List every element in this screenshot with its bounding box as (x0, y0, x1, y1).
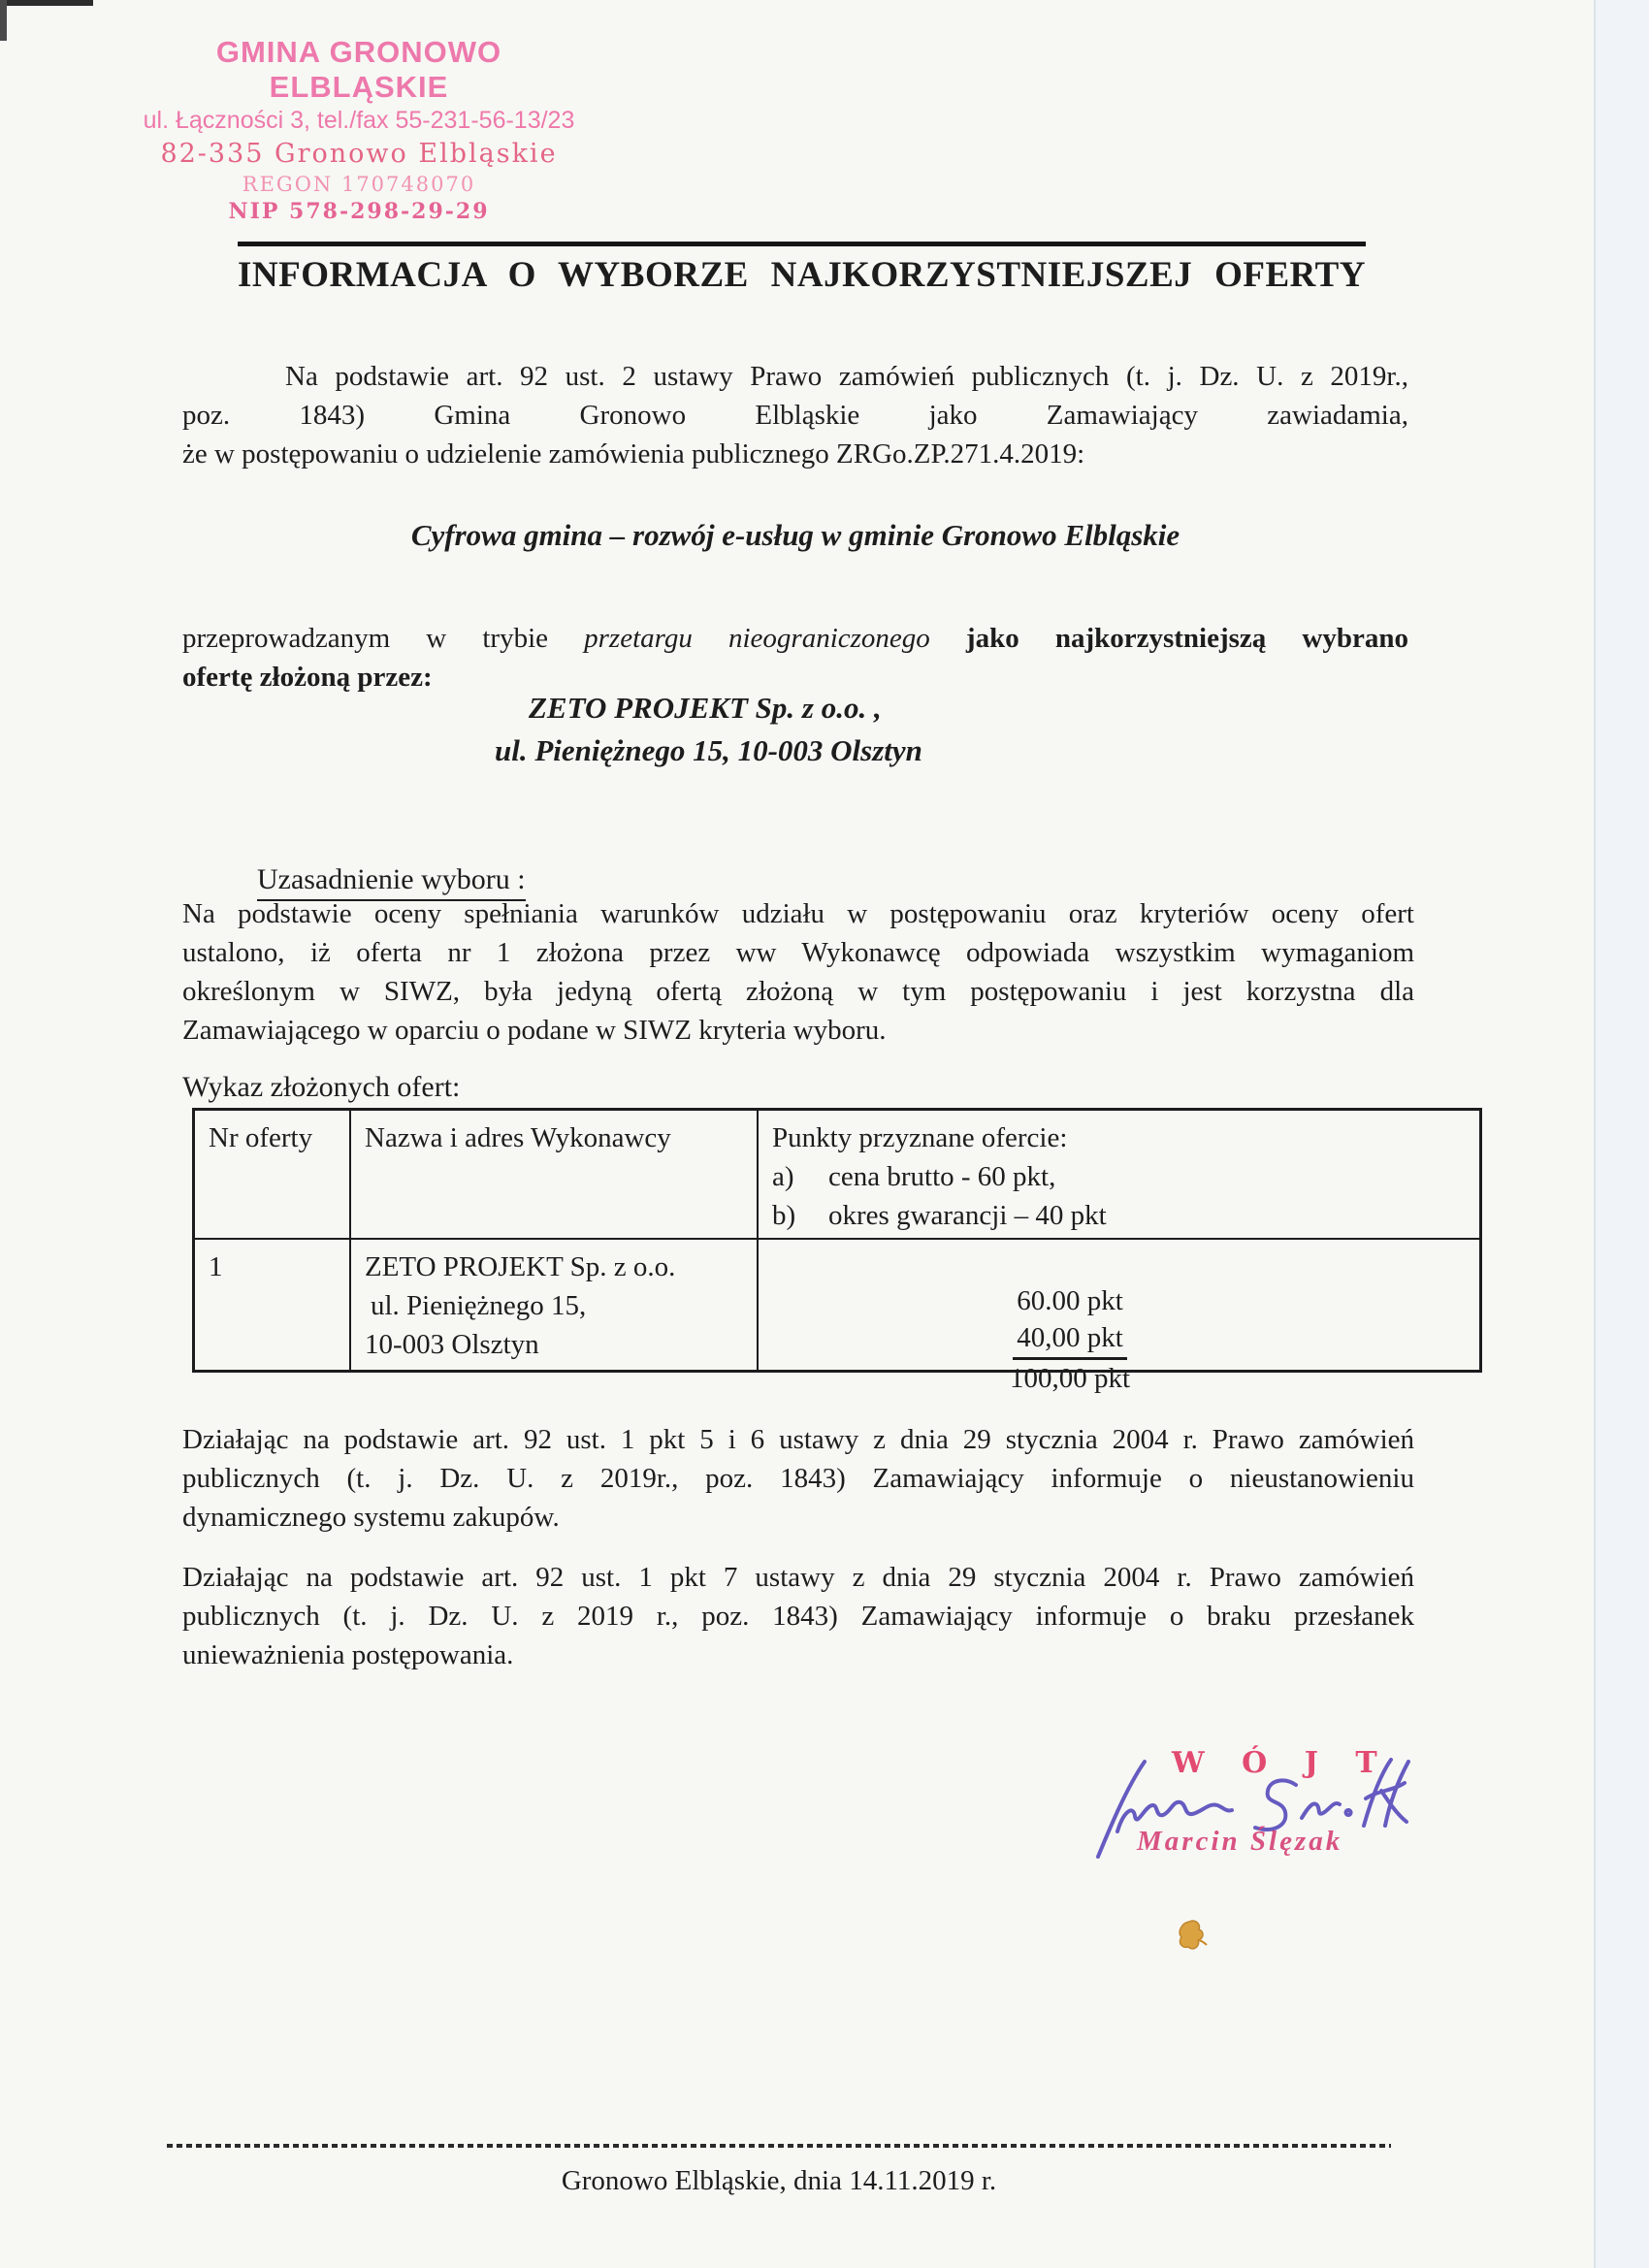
selection-paragraph (182, 619, 1408, 697)
dynamic-system-paragraph (182, 1420, 1414, 1537)
title-rule (238, 242, 1366, 246)
intro-line-2: poz. 1843) Gmina Gronowo Elbląskie jako Zamawiający zawiadamia, (182, 400, 1408, 431)
annulment-paragraph (182, 1558, 1414, 1674)
header-contractor-label: Nazwa i adres Wykonawcy (365, 1122, 671, 1153)
offers-table-header-contractor (351, 1111, 759, 1240)
intro-line-1: Na podstawie art. 92 ust. 2 ustawy Prawo zamówień publicznych (t. j. Dz. U. z 2019r., (285, 361, 1408, 392)
offer-row-points-cell (759, 1240, 1479, 1394)
header-nr-label: Nr oferty (209, 1122, 313, 1153)
footer-dateline: Gronowo Elbląskie, dnia 14.11.2019 r. (561, 2165, 997, 2196)
dynamic-line-3: dynamicznego systemu zakupów. (182, 1502, 560, 1533)
selection-line-2: ofertę złożoną przez: (182, 662, 433, 693)
winner-company-name: ZETO PROJEKT Sp. z o.o. , (529, 691, 882, 725)
offer-row-contractor-cell (351, 1240, 759, 1372)
justification-line-3: określonym w SIWZ, była jedyną ofertą złożoną w tym postępowaniu i jest korzystna dla (182, 976, 1414, 1007)
criterion-a-label: a) (772, 1161, 794, 1192)
annulment-line-3: unieważnienia postępowania. (182, 1639, 514, 1670)
offers-table-header-nr (195, 1111, 351, 1240)
mayor-title-stamp: W Ó J T (1172, 1746, 1391, 1780)
criterion-b (772, 1196, 1466, 1235)
justification-line-4: Zamawiającego w oparciu o podane w SIWZ kryteria wyboru. (182, 1015, 887, 1046)
procurement-subject: Cyfrowa gmina – rozwój e-usług w gminie Gronowo Elbląskie (410, 518, 1180, 552)
offer-number: 1 (209, 1251, 223, 1282)
offer-points-box (949, 1282, 1191, 1397)
footer-dashed-rule (167, 2144, 1391, 2148)
criterion-a-text: cena brutto - 60 pkt, (828, 1161, 1056, 1192)
dynamic-line-2: publicznych (t. j. Dz. U. z 2019r., poz. 1843) Zamawiający informuje o nieustanowieniu (182, 1463, 1414, 1494)
municipality-stamp (136, 35, 582, 224)
selection-segment-procedure: przetargu nieograniczonego (584, 623, 930, 654)
stamp-postal-city: 82-335 Gronowo Elbląskie (160, 139, 558, 169)
mayor-name-stamp: Marcin Ślęzak (1137, 1826, 1343, 1857)
offers-table-header-points (759, 1111, 1479, 1240)
offer-points-warranty: 40,00 pkt (1013, 1319, 1127, 1360)
criterion-b-text: okres gwarancji – 40 pkt (828, 1200, 1107, 1231)
stamp-nip: NIP 578-298-29-29 (228, 199, 490, 224)
stamp-address-phone: ul. Łączności 3, tel./fax 55-231-56-13/23 (143, 107, 575, 134)
dynamic-line-1: Działając na podstawie art. 92 ust. 1 pkt 5 i 6 ustawy z dnia 29 stycznia 2004 r. Prawo zamówień (182, 1424, 1414, 1455)
scan-background-strip (1594, 0, 1649, 2268)
offer-points-warranty-line (949, 1319, 1191, 1360)
offer-points-price: 60.00 pkt (1017, 1285, 1123, 1316)
justification-line-2: ustalono, iż oferta nr 1 złożona przez ww Wykonawcę odpowiada wszystkim wymaganiom (182, 937, 1414, 968)
offer-points-total: 100,00 pkt (1009, 1363, 1131, 1394)
annulment-line-1: Działając na podstawie art. 92 ust. 1 pkt 7 ustawy z dnia 29 stycznia 2004 r. Prawo zamówień (182, 1562, 1414, 1593)
ink-splotch (1176, 1919, 1209, 1958)
justification-line-1: Na podstawie oceny spełniania warunków udziału w postępowaniu oraz kryteriów oceny ofert (182, 898, 1414, 929)
selection-line-1 (182, 619, 1408, 658)
offers-table (192, 1108, 1482, 1394)
scan-edge-artifact-top (0, 0, 93, 6)
offer-contractor-city: 10-003 Olsztyn (365, 1329, 539, 1360)
offer-contractor-name: ZETO PROJEKT Sp. z o.o. (365, 1251, 676, 1282)
criterion-b-label: b) (772, 1200, 796, 1231)
annulment-line-2: publicznych (t. j. Dz. U. z 2019 r., poz. 1843) Zamawiający informuje o braku przesłanek (182, 1601, 1414, 1632)
offer-row-number-cell (195, 1240, 351, 1372)
justification-paragraph (182, 894, 1414, 1050)
winner-company-address: ul. Pieniężnego 15, 10-003 Olsztyn (495, 733, 922, 767)
stamp-regon: REGON 170748070 (242, 173, 476, 196)
document-title: INFORMACJA O WYBORZE NAJKORZYSTNIEJSZEJ OFERTY (238, 255, 1366, 295)
offers-list-label: Wykaz złożonych ofert: (182, 1071, 461, 1103)
scan-edge-artifact-side (0, 0, 7, 41)
stamp-municipality-name: GMINA GRONOWO ELBLĄSKIE (215, 35, 502, 104)
justification-heading: Uzasadnienie wyboru : (257, 863, 526, 901)
intro-paragraph (182, 357, 1408, 473)
offer-contractor-street: ul. Pieniężnego 15, (371, 1290, 587, 1321)
header-points-title: Punkty przyznane ofercie: (772, 1122, 1068, 1153)
selection-segment-chosen: jako najkorzystniejszą wybrano (929, 623, 1408, 654)
criterion-a (772, 1157, 1466, 1196)
intro-line-3: że w postępowaniu o udzielenie zamówienia publicznego ZRGo.ZP.271.4.2019: (182, 438, 1085, 470)
selection-segment-normal: przeprowadzanym w trybie (182, 623, 585, 654)
